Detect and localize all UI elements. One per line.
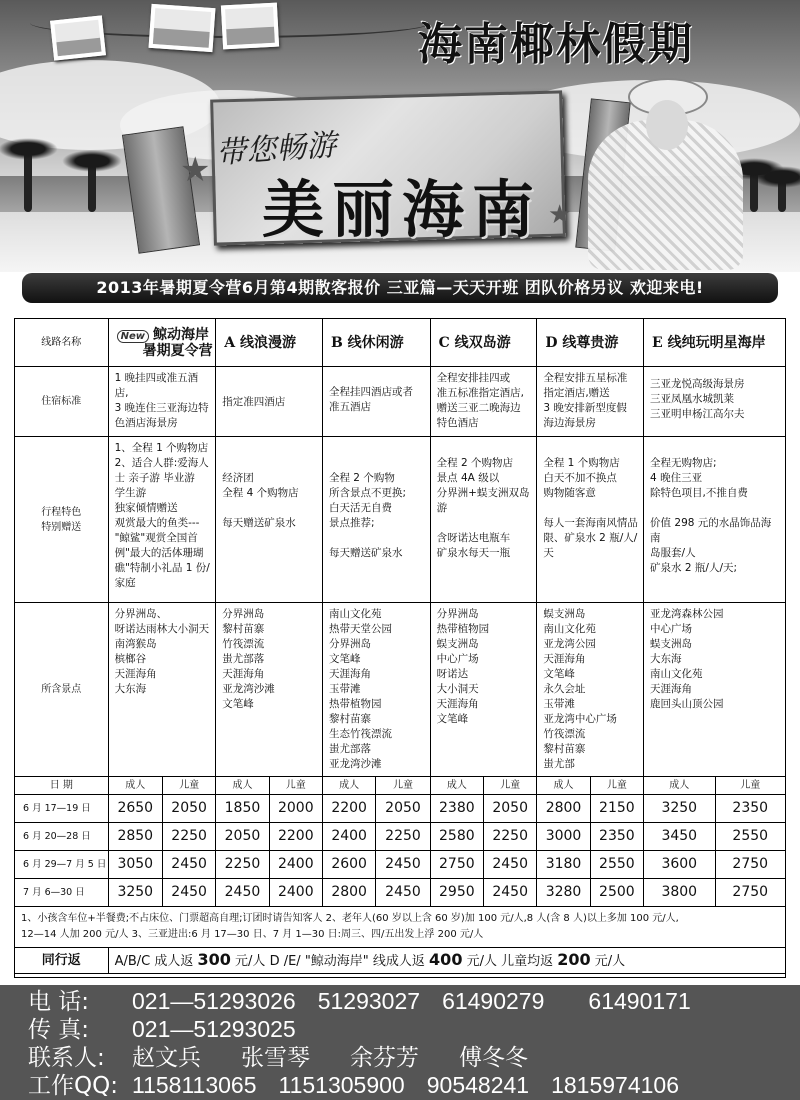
route-header-d: D 线尊贵游 [537,319,644,367]
price-value: 2450 [376,879,430,907]
price-value: 2250 [162,823,215,851]
price-value: 2250 [216,851,269,879]
child-header: 儿童 [590,777,643,795]
route-header-whale [108,319,216,367]
qq-number[interactable]: 90548241 [426,1072,530,1098]
contact-name: 傅冬冬 [459,1045,528,1071]
note-line: 1、小孩含车位+半餐费;不占床位、门票超高自理;订团时请告知客人 2、老年人(60 岁以上含 60 岁)加 100 元/人,8 人(含 8 人)以上多加 100 元/人, [21,913,679,924]
child-header: 儿童 [269,777,322,795]
hotel-cell: 1 晚挂四或准五酒店, 3 晚连住三亚海边特 色酒店海景房 [108,367,216,437]
sights-cell: 分界洲岛 黎村苗寨 竹筏漂流 蚩尤部落 天涯海角 亚龙湾沙滩 文笔峰 [216,603,323,777]
price-value: 2650 [108,795,162,823]
hanging-photo [149,4,216,52]
price-value: 2450 [162,879,215,907]
features-cell: 1、全程 1 个购物店 2、适合人群:爱海人 士 亲子游 毕业游 学生游 独家倾情赠送 观赏最大的鱼类--- "鲸鲨"观赏全国首 例"最大的活体珊瑚 礁"特制小礼品 1 份/ 家庭 [108,437,216,603]
price-value: 2580 [430,823,483,851]
price-row [15,851,786,879]
model-face [646,100,688,150]
price-value: 3600 [644,851,715,879]
price-value: 2380 [430,795,483,823]
features-label-l2: 特别赠送 [41,521,82,533]
sights-row [15,603,786,777]
hotel-cell: 全程安排五星标准 指定酒店,赠送 3 晚安排新型度假 海边海景房 [537,367,644,437]
rebate-text: 元/人 D /E/ "鲸动海岸" 线成人返 [230,954,430,969]
price-value: 2950 [430,879,483,907]
price-value: 2850 [108,823,162,851]
price-value: 2050 [376,795,430,823]
features-cell: 全程 2 个购物店 景点 4A 级以 分界洲+蜈支洲双岛 游 含呀诺达电瓶车 矿泉水每天一瓶 [430,437,537,603]
price-value: 2050 [162,795,215,823]
price-value: 2050 [484,795,537,823]
qq-number[interactable]: 1158113065 [132,1072,257,1098]
child-header: 儿童 [484,777,537,795]
hotel-row [15,367,786,437]
price-value: 2450 [216,879,269,907]
contact-label: 联系人: [28,1045,105,1071]
sights-cell: 南山文化苑 热带天堂公园 分界洲岛 文笔峰 天涯海角 玉带滩 热带植物园 黎村苗寨 生态竹筏漂流 蚩尤部落 亚龙湾沙滩 [322,603,430,777]
rebate-cell [108,948,785,974]
features-cell: 全程 2 个购物 所含景点不更换; 白天活无自费 景点推荐; 每天赠送矿泉水 [322,437,430,603]
price-value: 2750 [715,851,786,879]
phone-number[interactable]: 51293027 [317,988,421,1014]
starfish-icon: ★ [180,150,211,190]
qq-number[interactable]: 1815974106 [551,1072,679,1098]
fax-label: 传 真: [28,1017,90,1043]
price-value: 2400 [269,851,322,879]
price-value: 2600 [322,851,375,879]
price-row [15,879,786,907]
notes-row [15,907,786,948]
phone-number[interactable]: 021—51293026 [132,988,296,1014]
rebate-text: 元/人 儿童均返 [462,954,558,969]
contact-footer [0,985,800,1100]
features-label [15,437,109,603]
hanging-photo [221,3,279,50]
hero-banner [0,0,800,272]
price-value: 2350 [715,795,786,823]
rebate-label: 同行返 [15,948,109,974]
rebate-text: A/B/C 成人返 [114,954,198,969]
rebate-value: 200 [557,950,591,969]
price-value: 2450 [162,851,215,879]
route-header-b: B 线休闲游 [322,319,430,367]
price-value: 2550 [590,851,643,879]
rebate-text: 元/人 [590,954,626,969]
price-header-row [15,777,786,795]
price-value: 2450 [484,879,537,907]
route-header-row [15,319,786,367]
route-name: 鲸动海岸 [152,327,209,343]
price-value: 3180 [537,851,590,879]
route-header-e: E 线纯玩明星海岸 [644,319,786,367]
palm-tree-icon [778,180,786,212]
contact-name: 余芬芳 [350,1045,419,1071]
sights-cell: 分界洲岛、 呀诺达雨林大小洞天 南湾猴岛 槟榔谷 天涯海角 大东海 [108,603,216,777]
adult-header: 成人 [430,777,483,795]
price-date: 6 月 20—28 日 [15,823,109,851]
adult-header: 成人 [644,777,715,795]
route-header-a: A 线浪漫游 [216,319,323,367]
price-value: 2800 [537,795,590,823]
palm-tree-icon [88,164,96,212]
price-value: 3250 [108,879,162,907]
price-value: 2250 [376,823,430,851]
price-value: 2350 [590,823,643,851]
adult-header: 成人 [537,777,590,795]
sights-cell: 亚龙湾森林公园 中心广场 蜈支洲岛 大东海 南山文化苑 天涯海角 鹿回头山顶公园 [644,603,786,777]
qq-number[interactable]: 1151305900 [278,1072,405,1098]
notes-cell [15,907,786,948]
price-value: 2200 [322,795,375,823]
phone-label: 电 话: [28,989,90,1015]
board-subtitle: 带您畅游 [215,127,338,172]
main-title: 海南椰林假期 [418,19,694,70]
sights-cell: 蜈支洲岛 南山文化苑 亚龙湾公园 天涯海角 文笔峰 永久会址 玉带滩 亚龙湾中心广场 竹筏漂流 黎村苗寨 蚩尤部 [537,603,644,777]
child-header: 儿童 [162,777,215,795]
features-cell: 全程无购物店; 4 晚住三亚 除特色项目,不推自费 价值 298 元的水晶饰品海南 岛服套/人 矿泉水 2 瓶/人/天; [644,437,786,603]
contact-name: 赵文兵 [132,1045,201,1071]
hanging-photo [50,15,106,60]
rebate-value: 300 [197,950,231,969]
price-value: 3800 [644,879,715,907]
price-value: 3250 [644,795,715,823]
phone-number[interactable]: 61490279 [442,988,545,1014]
route-header-c: C 线双岛游 [430,319,537,367]
features-cell: 全程 1 个购物店 白天不加不换点 购物随客意 每人一套海南风情品 限、矿泉水 2 瓶/人/ 天 [537,437,644,603]
starfish-icon: ★ [548,200,572,230]
contact-name: 张雪琴 [241,1045,310,1071]
adult-header: 成人 [322,777,375,795]
price-value: 2000 [269,795,322,823]
adult-header: 成人 [108,777,162,795]
price-banner: 2013年暑期夏令营6月第4期散客报价 三亚篇—天天开班 团队价格另议 欢迎来电! [22,273,778,303]
sights-label: 所含景点 [15,603,109,777]
price-value: 1850 [216,795,269,823]
rebate-row [15,948,786,974]
corner-label: 线路名称 [15,319,109,367]
phone-line [28,987,800,1015]
price-value: 2400 [269,879,322,907]
features-row [15,437,786,603]
adult-header: 成人 [216,777,269,795]
hotel-cell: 全程安排挂四或 准五标准指定酒店, 赠送三亚二晚海边 特色酒店 [430,367,537,437]
price-value: 3050 [108,851,162,879]
price-table [14,318,786,978]
price-value: 3280 [537,879,590,907]
phone-number[interactable]: 61490171 [588,988,691,1014]
price-value: 2450 [376,851,430,879]
price-value: 2500 [590,879,643,907]
child-header: 儿童 [715,777,786,795]
price-value: 2250 [484,823,537,851]
palm-tree-icon [24,152,32,212]
hotel-cell: 全程挂四酒店或者 准五酒店 [322,367,430,437]
price-value: 2450 [484,851,537,879]
route-name-sub: 暑期夏令营 [142,343,213,359]
date-header: 日 期 [15,777,109,795]
price-value: 3000 [537,823,590,851]
price-value: 2200 [269,823,322,851]
price-value: 2800 [322,879,375,907]
hotel-label: 住宿标准 [15,367,109,437]
hotel-cell: 指定准四酒店 [216,367,323,437]
price-date: 6 月 17—19 日 [15,795,109,823]
price-value: 2750 [430,851,483,879]
price-value: 2750 [715,879,786,907]
note-line: 12—14 人加 200 元/人 3、三亚进出:6 月 17—30 日、7 月 1—30 日:周三、四/五出发上浮 200 元/人 [21,929,484,940]
price-row [15,823,786,851]
fax-line [28,1015,800,1043]
contact-line [28,1043,800,1071]
fax-number: 021—51293025 [132,1016,296,1042]
price-value: 2400 [322,823,375,851]
features-cell: 经济团 全程 4 个购物店 每天赠送矿泉水 [216,437,323,603]
new-badge: New [117,330,149,343]
price-value: 2150 [590,795,643,823]
board-title: 美丽海南 [262,173,543,246]
price-value: 2050 [216,823,269,851]
child-header: 儿童 [376,777,430,795]
qq-line [28,1071,800,1099]
qq-label: 工作QQ: [28,1073,118,1099]
features-label-l1: 行程特色 [41,506,82,518]
price-value: 3450 [644,823,715,851]
price-date: 7 月 6—30 日 [15,879,109,907]
price-date: 6 月 29—7 月 5 日 [15,851,109,879]
hotel-cell: 三亚龙悦高级海景房 三亚凤凰水城凯莱 三亚明申杨江高尔夫 [644,367,786,437]
rebate-value: 400 [429,950,463,969]
price-value: 2550 [715,823,786,851]
price-row [15,795,786,823]
sights-cell: 分界洲岛 热带植物园 蜈支洲岛 中心广场 呀诺达 大小洞天 天涯海角 文笔峰 [430,603,537,777]
